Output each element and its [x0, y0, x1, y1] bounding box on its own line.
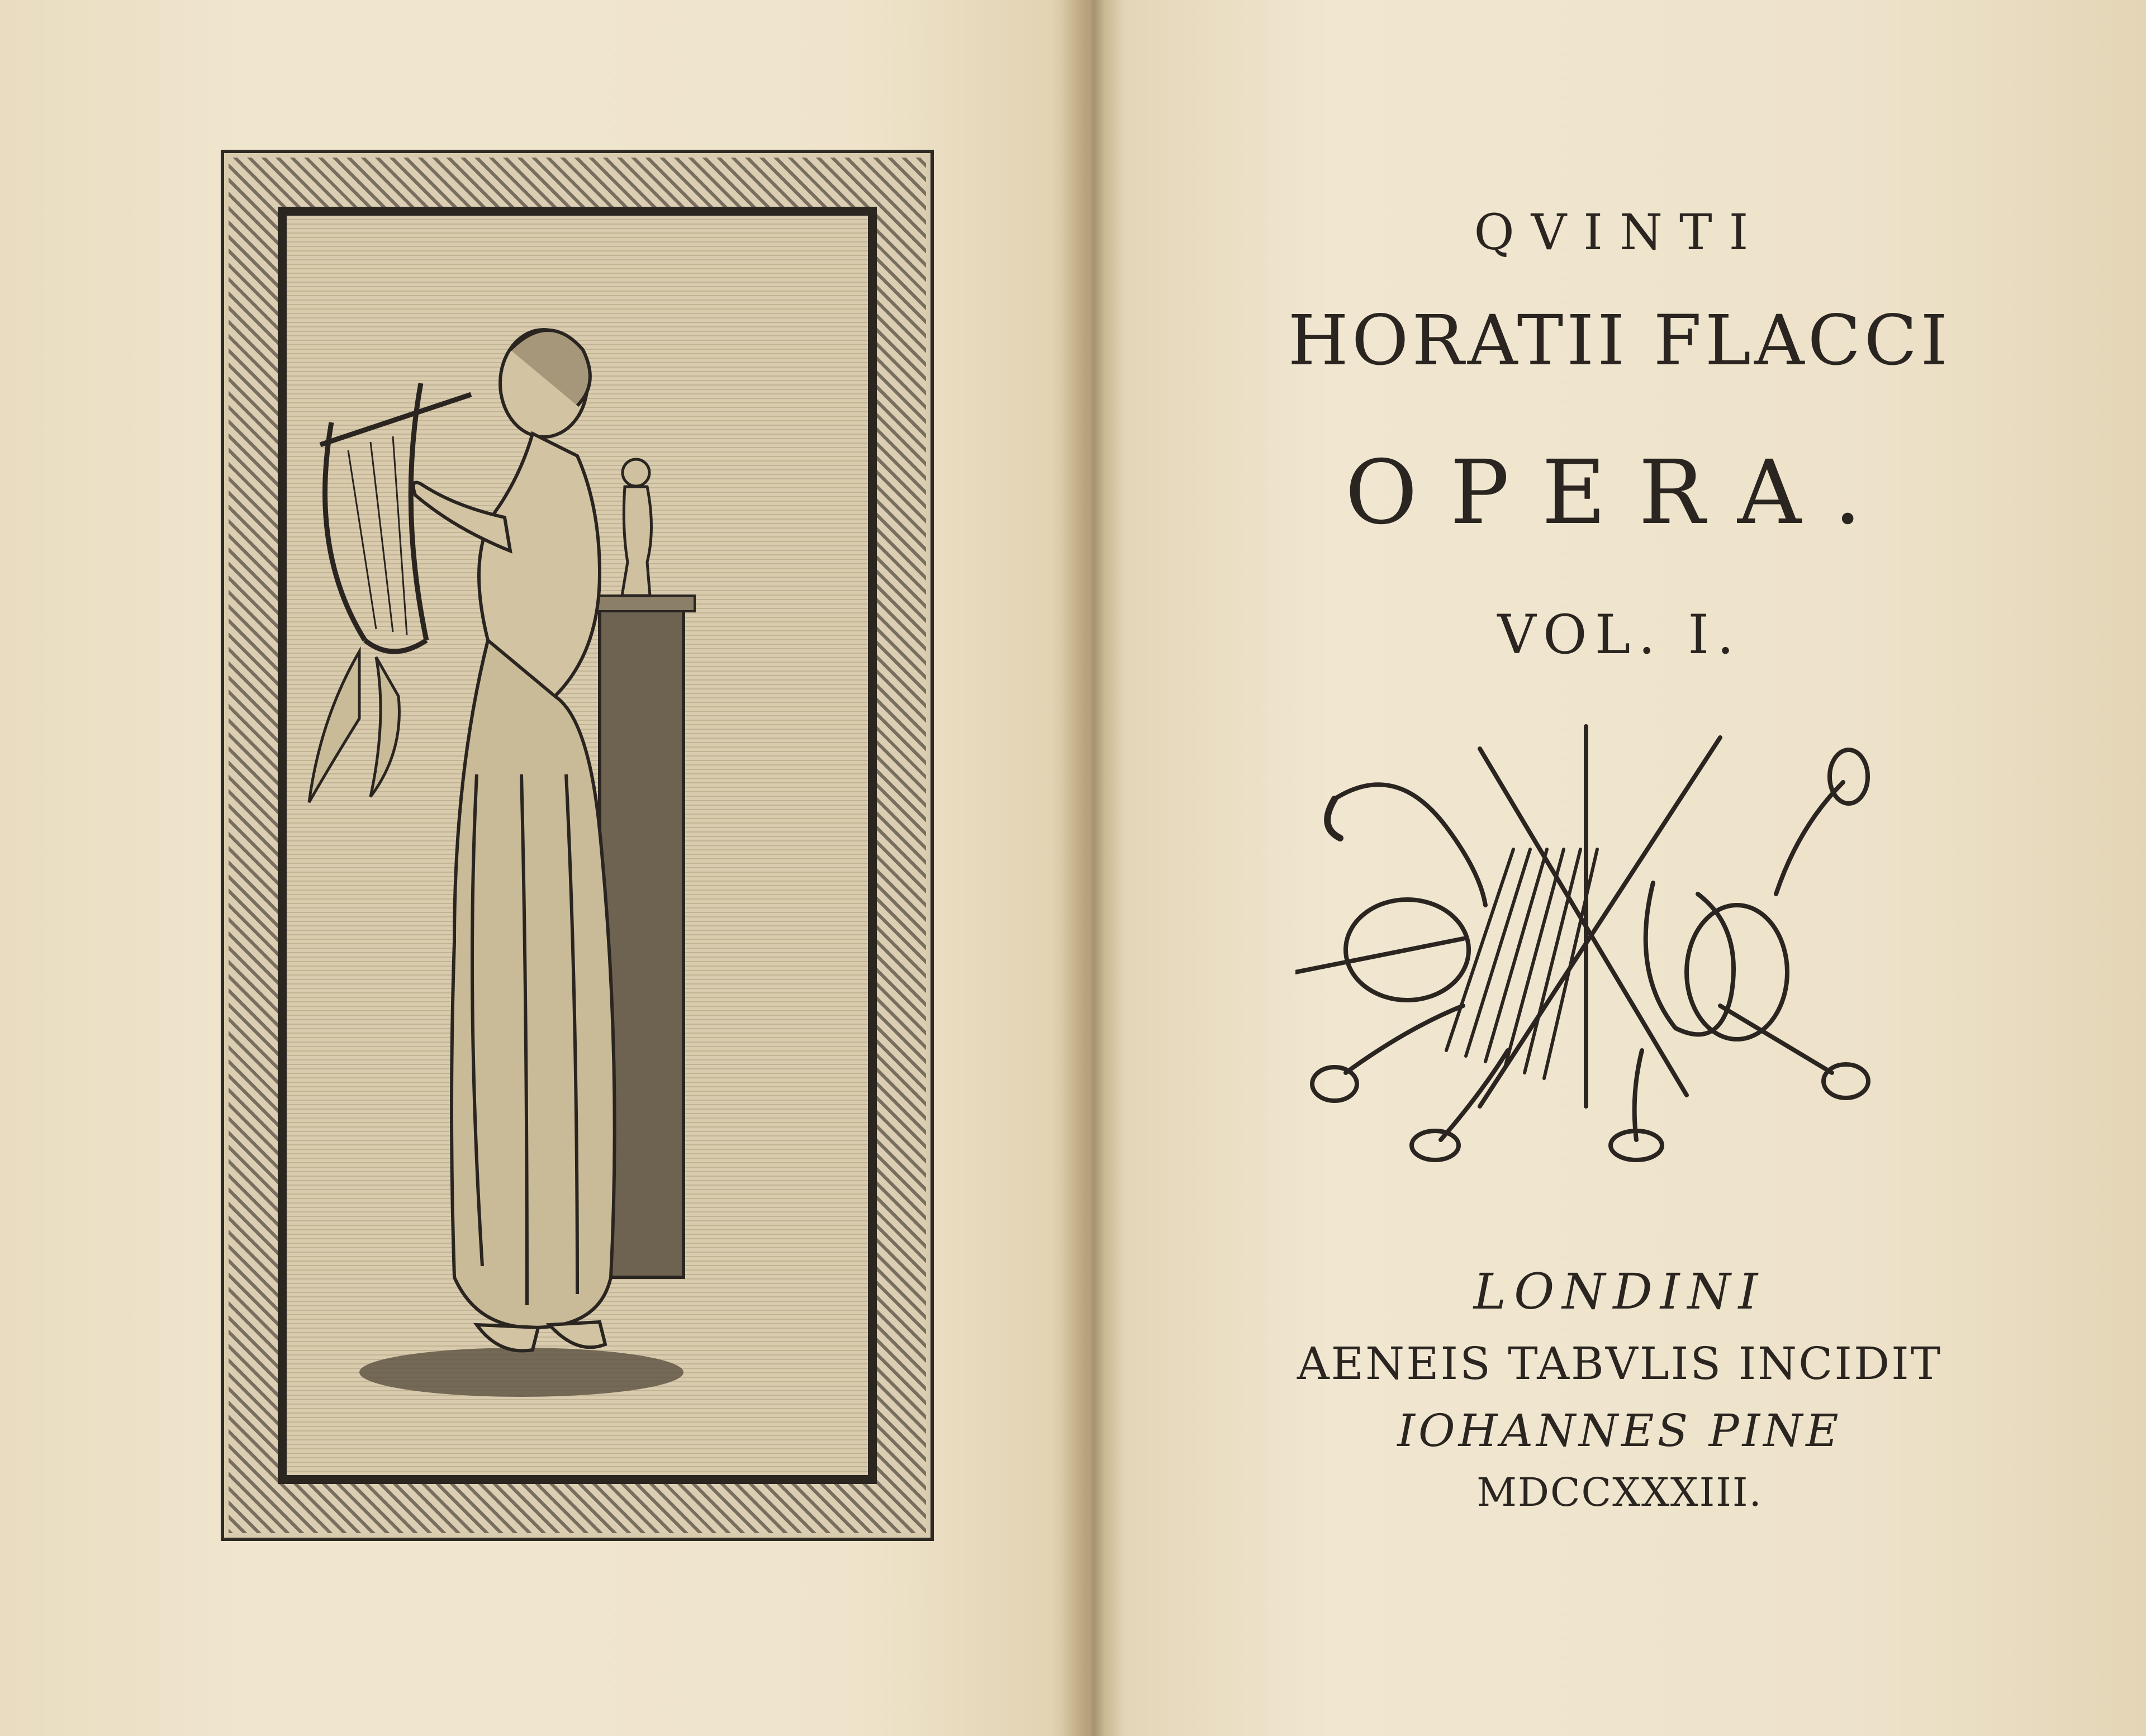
imprint-year: MDCCXXXIII.: [1476, 1469, 1763, 1515]
book-spine: [1062, 0, 1123, 1736]
title-line-quinti: QVINTI: [1474, 203, 1765, 261]
frontispiece-plate: [221, 150, 934, 1541]
title-line-opera: OPERA.: [1345, 441, 1895, 544]
imprint-place: LONDINI: [1473, 1263, 1766, 1320]
title-page: [1240, 168, 2000, 1542]
musical-instruments-trophy-icon: [1295, 715, 1888, 1162]
title-line-horatii-flacci: HORATII FLACCI: [1288, 301, 1952, 381]
engraved-muse-with-lyre-icon: [287, 216, 868, 1475]
imprint-engraved-by: AENEIS TABVLIS INCIDIT: [1297, 1338, 1943, 1390]
volume-label: VOL. I.: [1497, 603, 1742, 666]
imprint-engraver-name: IOHANNES PINE: [1397, 1405, 1842, 1457]
